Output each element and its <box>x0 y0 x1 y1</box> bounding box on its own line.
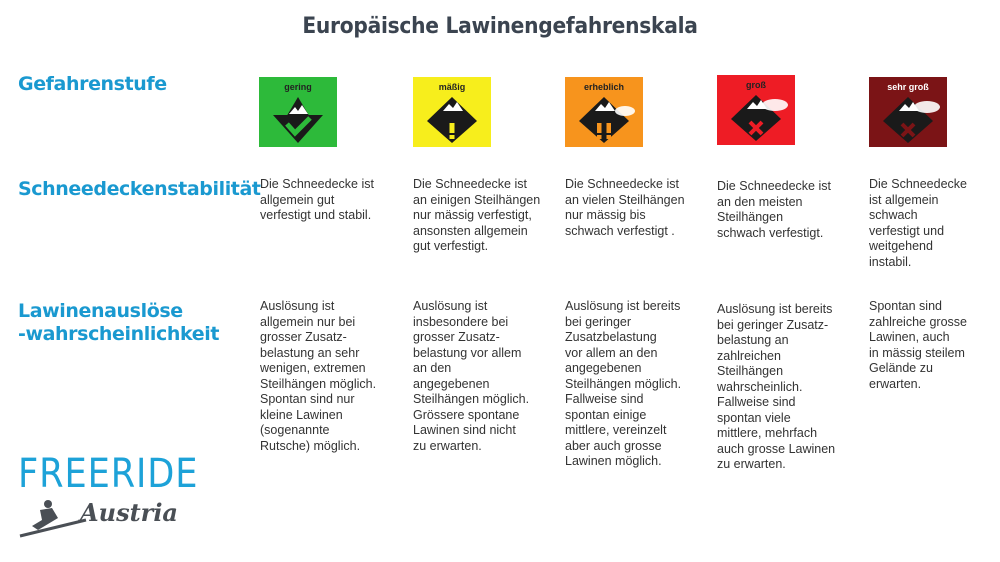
logo-main-text: FREERIDE <box>18 451 199 497</box>
row-label-ausloese: Lawinenauslöse -wahrscheinlichkeit <box>18 300 220 345</box>
danger-level-3-icon <box>565 77 643 147</box>
logo-sub-text: Austria <box>80 498 178 527</box>
stability-cell: Die Schneedecke ist allgemein schwach verfestigt und weitgehend instabil. <box>869 177 967 269</box>
page-title: Europäische Lawinengefahrenskala <box>302 14 698 39</box>
row-label-schneedecke: Schneedeckenstabilität <box>18 178 261 200</box>
danger-level-2-icon <box>413 77 491 147</box>
stability-cell: Die Schneedecke ist allgemein gut verfestigt und stabil. <box>260 177 374 222</box>
trigger-cell: Auslösung ist insbesondere bei grosser Zusatz- belastung vor allem an den angegebenen Steilhängen möglich. Grössere spontane Lawinen sind nicht zu erwarten. <box>413 299 530 453</box>
danger-level-label: groß <box>746 80 766 90</box>
stability-cell: Die Schneedecke ist an vielen Steilhängen nur mässig bis schwach verfestigt . <box>565 177 685 238</box>
stability-cell: Die Schneedecke ist an den meisten Steilhängen schwach verfestigt. <box>717 179 831 240</box>
skier-icon <box>18 496 88 540</box>
danger-level-5-icon <box>869 77 947 147</box>
danger-level-1-icon <box>259 77 337 147</box>
trigger-cell: Spontan sind zahlreiche grosse Lawinen, auch in mässig steilem Gelände zu erwarten. <box>869 299 967 391</box>
danger-level-label: mäßig <box>438 82 466 92</box>
stability-cell: Die Schneedecke ist an einigen Steilhängen nur mässig verfestigt, ansonsten allgemein gut verfestigt. <box>413 177 541 253</box>
row-label-gefahrenstufe: Gefahrenstufe <box>18 73 167 95</box>
trigger-cell: Auslösung ist bereits bei geringer Zusatzbelastung vor allem an den angegebenen Steilhängen möglich. Fallweise sind spontan einige mittlere, vereinzelt aber auch grosse Lawinen möglich. <box>565 299 682 468</box>
trigger-cell: Auslösung ist bereits bei geringer Zusatz- belastung an zahlreichen Steilhängen wahrscheinlich. Fallweise sind spontan viele mittlere, mehrfach auch grosse Lawinen zu erwarten. <box>717 302 836 471</box>
danger-level-4-icon <box>717 75 795 145</box>
danger-level-label: gering <box>284 82 312 92</box>
danger-level-label: erheblich <box>583 82 624 92</box>
danger-level-label: sehr groß <box>887 82 929 92</box>
freeride-austria-logo <box>18 451 199 542</box>
trigger-cell: Auslösung ist allgemein nur bei grosser Zusatz- belastung an sehr wenigen, extremen Steilhängen möglich. Spontan sind nur kleine Lawinen (sogenannte Rutsche) möglich. <box>260 299 377 453</box>
